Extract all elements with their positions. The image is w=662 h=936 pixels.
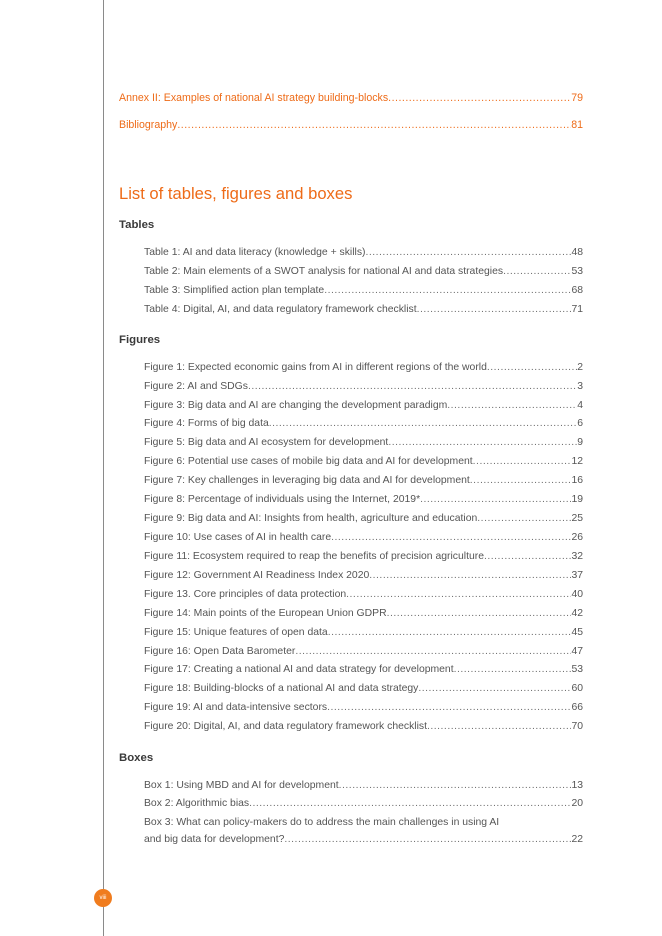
figure-entry[interactable] bbox=[144, 456, 583, 467]
entry-label: Figure 3: Big data and AI are changing the development paradigm bbox=[144, 400, 448, 411]
figure-entry[interactable] bbox=[144, 362, 583, 373]
leader-dots bbox=[484, 551, 571, 562]
figure-entry[interactable] bbox=[144, 551, 583, 562]
entry-page: 71 bbox=[571, 304, 583, 315]
figure-entry[interactable] bbox=[144, 381, 583, 392]
entry-page: 9 bbox=[577, 437, 583, 448]
figure-entry[interactable] bbox=[144, 494, 583, 505]
figure-entry[interactable] bbox=[144, 664, 583, 675]
entry-page: 47 bbox=[571, 646, 583, 657]
entry-page: 20 bbox=[571, 798, 583, 809]
figure-entry[interactable] bbox=[144, 608, 583, 619]
leader-dots bbox=[346, 589, 571, 600]
figure-entry[interactable] bbox=[144, 683, 583, 694]
leader-dots bbox=[324, 285, 571, 296]
leader-dots bbox=[447, 400, 577, 411]
table-entry[interactable] bbox=[144, 247, 583, 258]
figure-entry[interactable] bbox=[144, 627, 583, 638]
entry-label: Table 1: AI and data literacy (knowledge + skills) bbox=[144, 247, 366, 258]
leader-dots bbox=[417, 304, 572, 315]
entry-page: 6 bbox=[577, 418, 583, 429]
entry-page: 19 bbox=[571, 494, 583, 505]
entry-label: Box 2: Algorithmic bias bbox=[144, 798, 250, 809]
entry-page: 48 bbox=[571, 247, 583, 258]
toc-entry-label: Bibliography bbox=[119, 119, 178, 131]
entry-label: Figure 11: Ecosystem required to reap the benefits of precision agriculture bbox=[144, 551, 484, 562]
list-title: List of tables, figures and boxes bbox=[119, 184, 353, 203]
toc-entry-annex-ii[interactable] bbox=[119, 92, 583, 104]
leader-dots bbox=[339, 780, 572, 791]
leader-dots bbox=[388, 92, 571, 104]
figure-entry[interactable] bbox=[144, 570, 583, 581]
entry-label: Figure 10: Use cases of AI in health care bbox=[144, 532, 332, 543]
tables-heading: Tables bbox=[119, 219, 155, 231]
entry-label: Figure 7: Key challenges in leveraging big data and AI for development bbox=[144, 475, 470, 486]
entry-page: 12 bbox=[571, 456, 583, 467]
entry-label: Figure 6: Potential use cases of mobile big data and AI for development bbox=[144, 456, 473, 467]
toc-entry-bibliography[interactable] bbox=[119, 119, 583, 131]
entry-label: Figure 5: Big data and AI ecosystem for development bbox=[144, 437, 389, 448]
entry-page: 2 bbox=[577, 362, 583, 373]
leader-dots bbox=[387, 608, 572, 619]
leader-dots bbox=[418, 683, 571, 694]
figure-entry[interactable] bbox=[144, 721, 583, 732]
entry-label: and big data for development? bbox=[144, 834, 285, 845]
toc-entry-label: Annex II: Examples of national AI strategy building-blocks bbox=[119, 92, 389, 104]
leader-dots bbox=[454, 664, 572, 675]
figure-entry[interactable] bbox=[144, 400, 583, 411]
entry-page: 40 bbox=[571, 589, 583, 600]
entry-label: Table 3: Simplified action plan template bbox=[144, 285, 325, 296]
figure-entry[interactable] bbox=[144, 513, 583, 524]
entry-page: 16 bbox=[571, 475, 583, 486]
entry-page: 66 bbox=[571, 702, 583, 713]
table-entry[interactable] bbox=[144, 266, 583, 277]
leader-dots bbox=[477, 513, 571, 524]
leader-dots bbox=[248, 381, 577, 392]
box-entry[interactable] bbox=[144, 798, 583, 809]
entry-page: 42 bbox=[571, 608, 583, 619]
entry-page: 26 bbox=[571, 532, 583, 543]
box-3-label-line-1[interactable]: Box 3: What can policy-makers do to address the main challenges in using AI bbox=[144, 817, 500, 828]
figure-entry[interactable] bbox=[144, 702, 583, 713]
leader-dots bbox=[327, 702, 571, 713]
table-entry[interactable] bbox=[144, 304, 583, 315]
toc-entry-page: 81 bbox=[571, 119, 583, 131]
figure-entry[interactable] bbox=[144, 418, 583, 429]
entry-label: Figure 13. Core principles of data protection bbox=[144, 589, 347, 600]
table-entry[interactable] bbox=[144, 285, 583, 296]
leader-dots bbox=[420, 494, 571, 505]
entry-label: Figure 14: Main points of the European Union GDPR bbox=[144, 608, 387, 619]
entry-label: Figure 15: Unique features of open data bbox=[144, 627, 328, 638]
entry-label: Table 4: Digital, AI, and data regulatory framework checklist bbox=[144, 304, 417, 315]
entry-label: Figure 19: AI and data-intensive sectors bbox=[144, 702, 328, 713]
entry-page: 68 bbox=[571, 285, 583, 296]
figure-entry[interactable] bbox=[144, 437, 583, 448]
entry-page: 25 bbox=[571, 513, 583, 524]
figure-entry[interactable] bbox=[144, 589, 583, 600]
leader-dots bbox=[487, 362, 577, 373]
toc-entry-page: 79 bbox=[571, 92, 583, 104]
figure-entry[interactable] bbox=[144, 532, 583, 543]
leader-dots bbox=[177, 119, 571, 131]
leader-dots bbox=[269, 418, 577, 429]
leader-dots bbox=[249, 798, 571, 809]
leader-dots bbox=[369, 570, 571, 581]
entry-page: 3 bbox=[577, 381, 583, 392]
leader-dots bbox=[470, 475, 572, 486]
entry-label: Figure 16: Open Data Barometer bbox=[144, 646, 296, 657]
entry-label: Figure 9: Big data and AI: Insights from health, agriculture and education bbox=[144, 513, 478, 524]
entry-page: 22 bbox=[571, 834, 583, 845]
leader-dots bbox=[427, 721, 571, 732]
leader-dots bbox=[284, 834, 571, 845]
leader-dots bbox=[473, 456, 572, 467]
entry-label: Box 1: Using MBD and AI for development bbox=[144, 780, 339, 791]
leader-dots bbox=[295, 646, 571, 657]
entry-label: Figure 17: Creating a national AI and data strategy for development bbox=[144, 664, 454, 675]
entry-label: Figure 2: AI and SDGs bbox=[144, 381, 248, 392]
entry-label: Figure 12: Government AI Readiness Index 2020 bbox=[144, 570, 370, 581]
entry-page: 37 bbox=[571, 570, 583, 581]
entry-page: 4 bbox=[577, 400, 583, 411]
entry-label: Figure 20: Digital, AI, and data regulatory framework checklist bbox=[144, 721, 427, 732]
entry-page: 13 bbox=[571, 780, 583, 791]
boxes-heading: Boxes bbox=[119, 752, 154, 764]
figures-heading: Figures bbox=[119, 334, 161, 346]
box-entry[interactable] bbox=[144, 834, 583, 845]
entry-page: 53 bbox=[571, 664, 583, 675]
page-margin-rule bbox=[103, 0, 104, 936]
entry-page: 32 bbox=[571, 551, 583, 562]
entry-page: 53 bbox=[571, 266, 583, 277]
entry-label: Figure 4: Forms of big data bbox=[144, 418, 269, 429]
figure-entry[interactable] bbox=[144, 475, 583, 486]
entry-label: Table 2: Main elements of a SWOT analysis for national AI and data strategies bbox=[144, 266, 504, 277]
entry-label: Figure 18: Building-blocks of a national AI and data strategy bbox=[144, 683, 419, 694]
entry-page: 70 bbox=[571, 721, 583, 732]
leader-dots bbox=[331, 532, 571, 543]
box-entry[interactable] bbox=[144, 780, 583, 791]
entry-label: Figure 8: Percentage of individuals using the Internet, 2019* bbox=[144, 494, 421, 505]
page-number-badge: viii bbox=[94, 889, 112, 907]
leader-dots bbox=[503, 266, 571, 277]
entry-page: 60 bbox=[571, 683, 583, 694]
leader-dots bbox=[328, 627, 572, 638]
leader-dots bbox=[366, 247, 572, 258]
figure-entry[interactable] bbox=[144, 646, 583, 657]
leader-dots bbox=[388, 437, 577, 448]
entry-label: Figure 1: Expected economic gains from AI in different regions of the world bbox=[144, 362, 487, 373]
entry-page: 45 bbox=[571, 627, 583, 638]
